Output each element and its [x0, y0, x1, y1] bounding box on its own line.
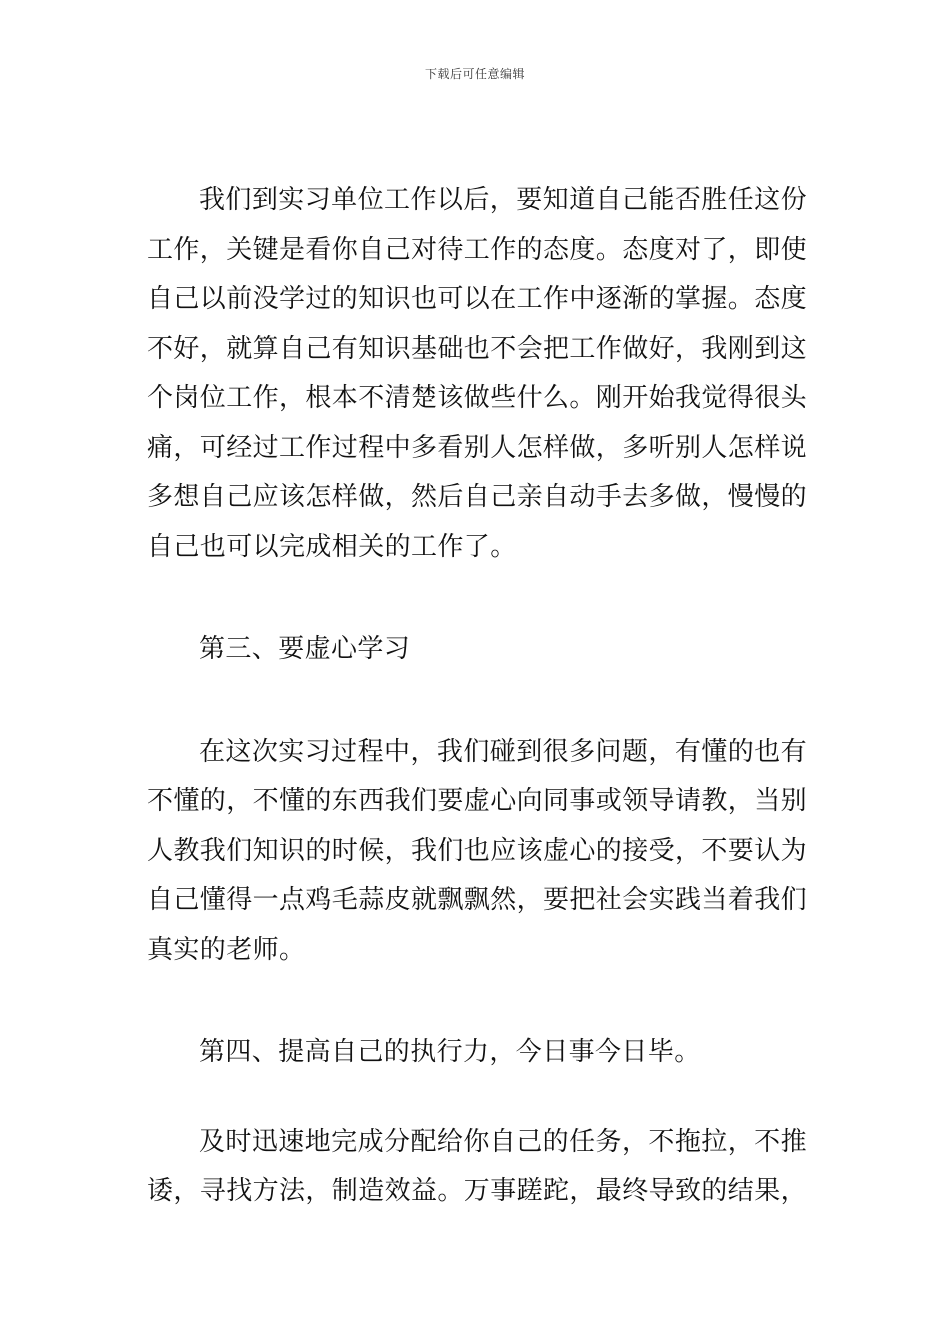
paragraph-spacer	[147, 975, 807, 1028]
paragraph-spacer	[147, 1078, 807, 1118]
paragraph-work-attitude: 我们到实习单位工作以后，要知道自己能否胜任这份工作，关键是看你自己对待工作的态度。态度对了，即使自己以前没学过的知识也可以在工作中逐渐的掌握。态度不好，就算自己有知识基础也不会把工作做好，我刚到这个岗位工作，根本不清楚该做些什么。刚开始我觉得很头痛，可经过工作过程中多看别人怎样做，多听别人怎样说多想自己应该怎样做，然后自己亲自动手去多做，慢慢的自己也可以完成相关的工作了。	[147, 185, 808, 562]
paragraph-spacer	[147, 572, 807, 625]
header-note: 下载后可任意编辑	[424, 67, 525, 81]
section-heading-3: 第三、要虚心学习	[199, 634, 411, 664]
paragraph-execution: 及时迅速地完成分配给你自己的任务，不拖拉，不推诿，寻找方法，制造效益。万事蹉跎，最终导致的结果，	[147, 1126, 808, 1206]
section-heading-4: 第四、提高自己的执行力，今日事今日毕。	[199, 1037, 701, 1067]
paragraph-spacer	[147, 675, 807, 728]
document-body	[147, 176, 807, 1217]
paragraph-humble-learning: 在这次实习过程中，我们碰到很多问题，有懂的也有不懂的，不懂的东西我们要虚心向同事或领导请教，当别人教我们知识的时候，我们也应该虚心的接受，不要认为自己懂得一点鸡毛蒜皮就飘飘然，要把社会实践当着我们真实的老师。	[147, 736, 808, 965]
